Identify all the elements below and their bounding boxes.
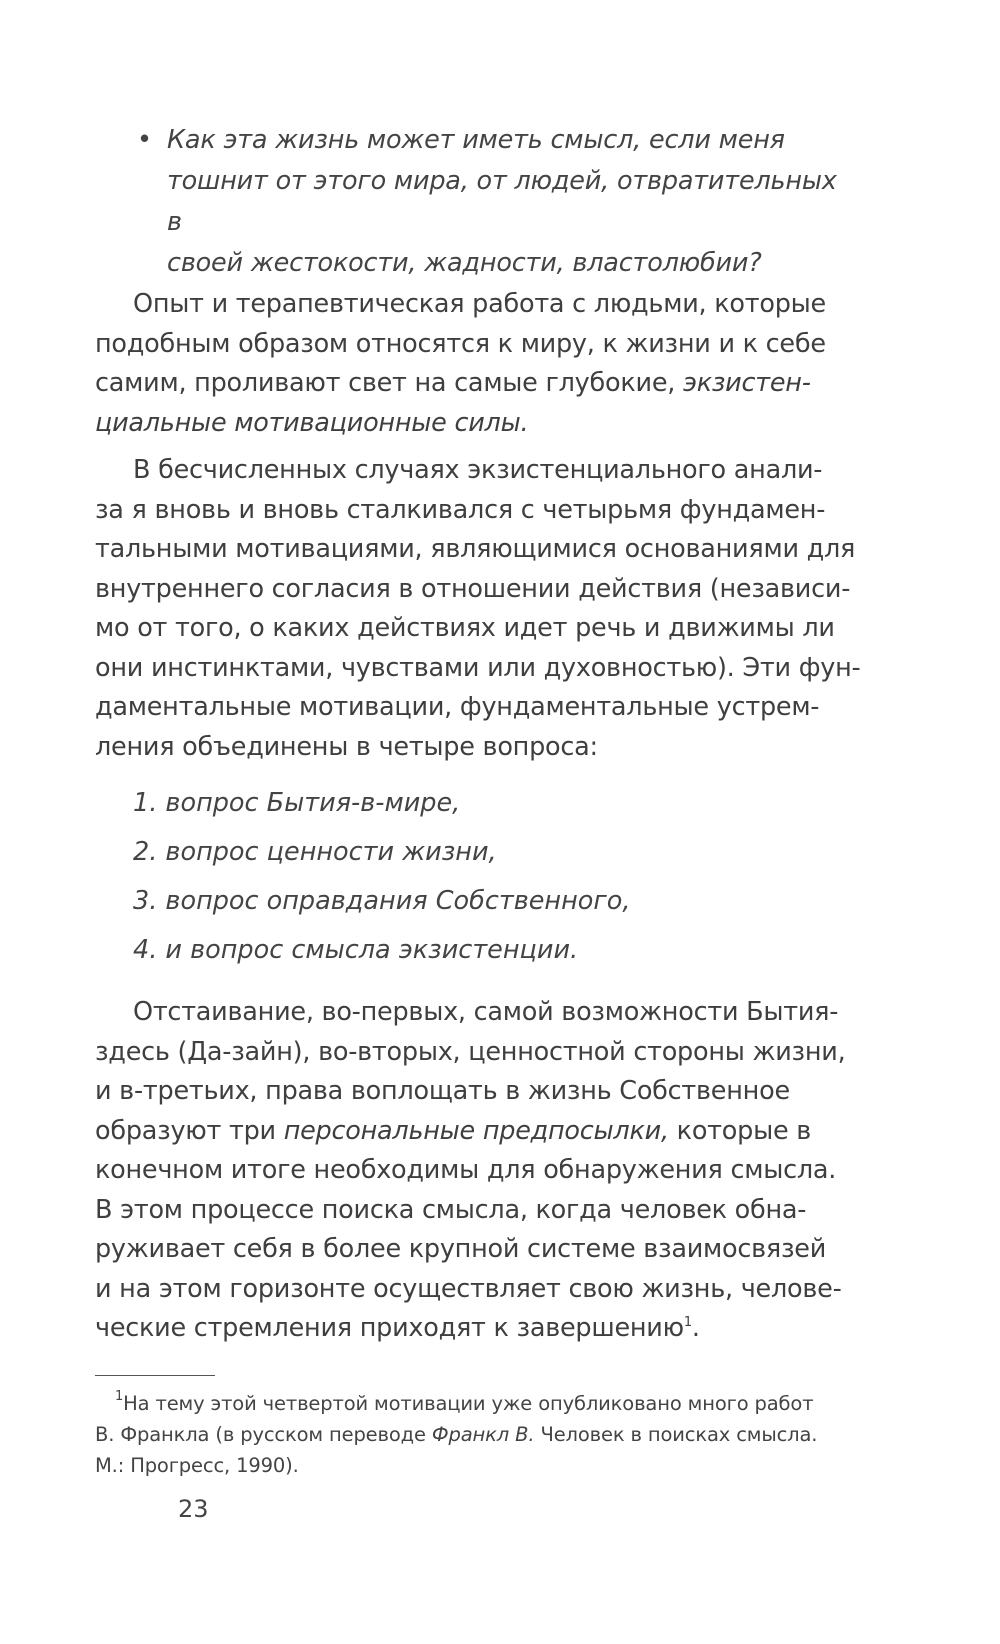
paragraph-line: подобным образом относятся к миру, к жизни и к себе	[95, 328, 826, 359]
paragraph-text: самим, проливают свет на самые глубокие,	[95, 368, 683, 398]
bullet-line: своей жестокости, жадности, властолюбии?	[167, 248, 762, 278]
paragraph-line: В бесчисленных случаях экзистенциального анали-	[133, 455, 823, 485]
paragraph-line: и в-третьих, права воплощать в жизнь Собственное	[95, 1076, 790, 1106]
bullet-line: Как эта жизнь может иметь смысл, если меня	[167, 125, 785, 155]
paragraph-line: конечном итоге необходимы для обнаружения смысла.	[95, 1155, 837, 1185]
footnote-text: На тему этой четвертой мотивации уже опубликовано много работ	[123, 1391, 814, 1415]
paragraph-text: ческие стремления приходят к завершению	[95, 1313, 684, 1343]
footnote-line	[95, 1388, 855, 1419]
question-list	[95, 779, 855, 975]
footnote-text: В. Франкла (в русском переводе	[95, 1422, 432, 1446]
paragraph-3	[95, 993, 855, 1349]
footnote	[95, 1388, 855, 1481]
footnote-line	[95, 1419, 855, 1450]
paragraph-1	[95, 285, 855, 443]
paragraph-2	[95, 451, 861, 767]
list-item: 2. вопрос ценности жизни,	[133, 837, 497, 867]
emphasis-text: персональные предпосылки,	[283, 1115, 669, 1146]
paragraph-line	[95, 1112, 855, 1152]
footnote-line: М.: Прогресс, 1990).	[95, 1453, 299, 1477]
paragraph-line: мо от того, о каких действиях идет речь и движимы ли	[95, 613, 835, 643]
paragraph-line: и на этом горизонте осуществляет свою жизнь, челове-	[95, 1273, 842, 1304]
footnote-emphasis: Франкл В.	[431, 1422, 535, 1446]
paragraph-line: даментальные мотивации, фундаментальные устрем-	[95, 692, 820, 722]
paragraph-text: которые в	[668, 1115, 812, 1146]
page-number: 23	[178, 1495, 209, 1523]
paragraph-line	[95, 364, 855, 404]
paragraph-line: руживает себя в более крупной системе взаимосвязей	[95, 1234, 827, 1264]
paragraph-line: В этом процессе поиска смысла, когда человек обна-	[95, 1194, 807, 1225]
bullet-line: тошнит от этого мира, от людей, отвратительных в	[167, 166, 837, 237]
emphasis-line: циальные мотивационные силы.	[95, 407, 529, 438]
bullet-item	[95, 120, 855, 284]
paragraph-line: они инстинктами, чувствами или духовностью). Эти фун-	[95, 652, 861, 683]
list-item: 4. и вопрос смысла экзистенции.	[133, 935, 579, 965]
paragraph-line: Отстаивание, во-первых, самой возможности Бытия-	[133, 997, 839, 1027]
footnote-marker: 1	[115, 1388, 124, 1404]
bullet-dot: •	[137, 125, 152, 155]
paragraph-line	[95, 1309, 855, 1349]
paragraph-line: тальными мотивациями, являющимися основаниями для	[95, 534, 856, 564]
paragraph-line: за я вновь и вновь сталкивался с четырьмя фундамен-	[95, 494, 826, 525]
paragraph-text: .	[691, 1313, 700, 1343]
footnote-divider	[95, 1375, 215, 1376]
paragraph-line: Опыт и терапевтическая работа с людьми, которые	[133, 289, 826, 319]
page-body	[95, 120, 861, 1481]
emphasis-text: экзистен-	[682, 368, 811, 398]
footnote-text: Человек в поисках смысла.	[534, 1422, 818, 1446]
paragraph-line: здесь (Да-зайн), во-вторых, ценностной стороны жизни,	[95, 1036, 846, 1067]
paragraph-text: образуют три	[95, 1115, 284, 1146]
list-item: 3. вопрос оправдания Собственного,	[133, 886, 631, 916]
list-item: 1. вопрос Бытия-в-мире,	[133, 788, 461, 818]
footnote-reference[interactable]: 1	[683, 1315, 692, 1330]
paragraph-line: внутреннего согласия в отношении действия (независи-	[95, 573, 851, 604]
paragraph-line: ления объединены в четыре вопроса:	[95, 731, 598, 762]
